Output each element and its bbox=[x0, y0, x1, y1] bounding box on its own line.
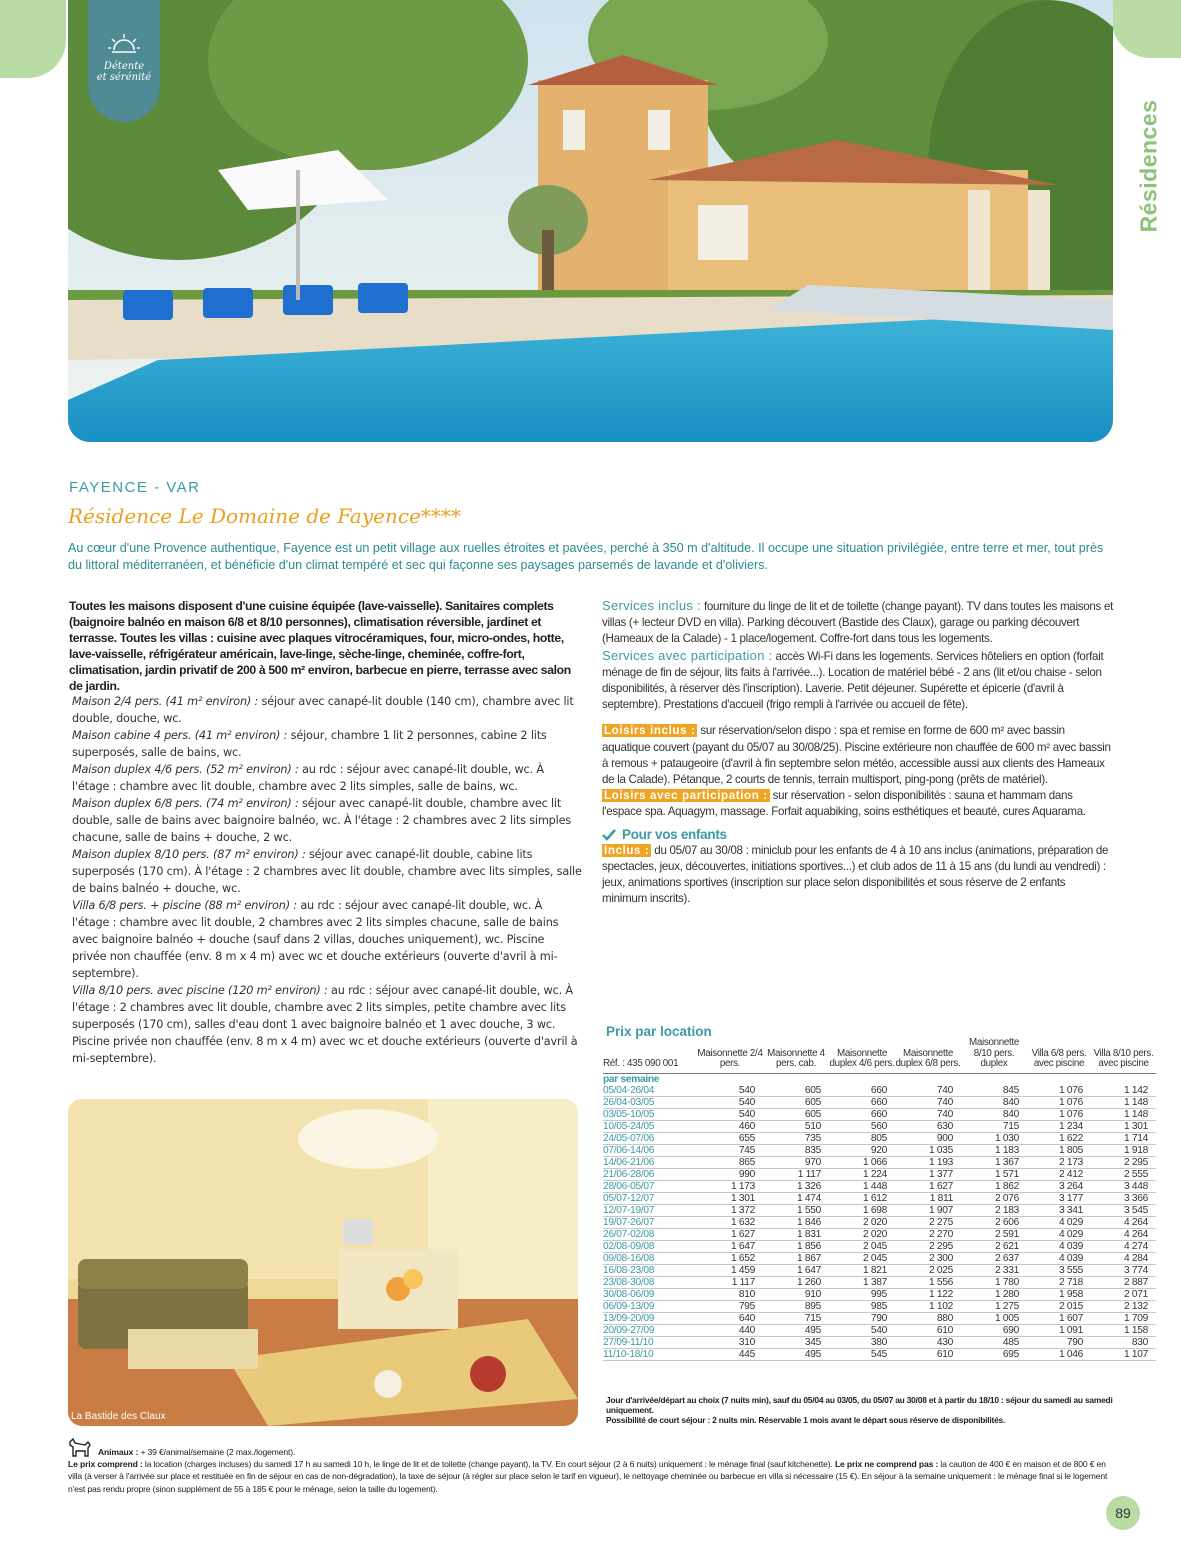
accommodation-name: Villa 6/8 pers. + piscine (88 m² environ) : bbox=[72, 899, 297, 912]
col-header: Maisonnette 2/4 pers. bbox=[697, 1038, 763, 1073]
table-row bbox=[603, 1108, 1156, 1120]
date-cell: 06/09-13/09 bbox=[603, 1300, 697, 1312]
price-cell: 840 bbox=[961, 1108, 1027, 1120]
price-cell: 2 331 bbox=[961, 1264, 1027, 1276]
price-cell: 545 bbox=[829, 1348, 895, 1360]
price-cell: 1 709 bbox=[1091, 1312, 1156, 1324]
pets-text: + 39 €/animal/semaine (2 max./logement). bbox=[138, 1446, 296, 1457]
photo-caption: La Bastide des Claux bbox=[71, 1411, 166, 1422]
price-cell: 1 607 bbox=[1027, 1312, 1091, 1324]
price-cell: 835 bbox=[763, 1144, 829, 1156]
price-cell: 1 714 bbox=[1091, 1132, 1156, 1144]
price-cell: 1 805 bbox=[1027, 1144, 1091, 1156]
price-cell: 1 698 bbox=[829, 1204, 895, 1216]
price-cell: 1 076 bbox=[1027, 1096, 1091, 1108]
price-cell: 540 bbox=[697, 1108, 763, 1120]
price-cell: 2 637 bbox=[961, 1252, 1027, 1264]
price-cell: 540 bbox=[697, 1096, 763, 1108]
price-cell: 1 918 bbox=[1091, 1144, 1156, 1156]
footer-conditions bbox=[68, 1438, 1116, 1495]
col-header: Maisonnette duplex 4/6 pers. bbox=[829, 1038, 895, 1073]
services-included-label: Services inclus : bbox=[602, 598, 702, 613]
accommodation-desc: séjour avec canapé-lit double, cabine lits superposés (170 cm). À l'étage : 2 chambres avec lit double, chambre avec lits simples, salle de bains balnéo + douche, wc. bbox=[72, 848, 582, 895]
price-cell: 1 448 bbox=[829, 1180, 895, 1192]
hero-photo bbox=[68, 0, 1113, 442]
price-cell: 1 647 bbox=[763, 1264, 829, 1276]
price-cell: 795 bbox=[697, 1300, 763, 1312]
price-cell: 610 bbox=[895, 1324, 961, 1336]
price-cell: 1 301 bbox=[1091, 1120, 1156, 1132]
table-row bbox=[603, 1312, 1156, 1324]
price-notes bbox=[606, 1396, 1158, 1425]
price-cell: 1 377 bbox=[895, 1168, 961, 1180]
price-cell: 3 366 bbox=[1091, 1192, 1156, 1204]
page-number: 89 bbox=[1106, 1496, 1140, 1530]
table-row bbox=[603, 1264, 1156, 1276]
price-cell: 690 bbox=[961, 1324, 1027, 1336]
price-cell: 4 284 bbox=[1091, 1252, 1156, 1264]
leisure-participation-text: sur réservation - selon disponibilités : sauna et hammam dans l'espace spa. Aquagym, massage. Forfait aquabiking, soins esthétiques et beauté, cures Aquarama. bbox=[602, 789, 1086, 819]
price-cell: 3 341 bbox=[1027, 1204, 1091, 1216]
price-cell: 485 bbox=[961, 1336, 1027, 1348]
accommodation-list bbox=[72, 693, 582, 1067]
kids-heading bbox=[602, 827, 1113, 843]
table-row bbox=[603, 1228, 1156, 1240]
date-cell: 30/08-06/09 bbox=[603, 1288, 697, 1300]
table-row bbox=[603, 1144, 1156, 1156]
price-cell: 1 148 bbox=[1091, 1108, 1156, 1120]
price-cell: 310 bbox=[697, 1336, 763, 1348]
price-cell: 2 071 bbox=[1091, 1288, 1156, 1300]
price-cell: 1 556 bbox=[895, 1276, 961, 1288]
price-cell: 495 bbox=[763, 1324, 829, 1336]
price-cell: 1 280 bbox=[961, 1288, 1027, 1300]
section-tab-label: Résidences bbox=[1135, 99, 1162, 233]
date-cell: 05/07-12/07 bbox=[603, 1192, 697, 1204]
table-row bbox=[603, 1336, 1156, 1348]
kids-included bbox=[602, 843, 1113, 908]
price-cell: 2 887 bbox=[1091, 1276, 1156, 1288]
price-cell: 715 bbox=[763, 1312, 829, 1324]
price-cell: 655 bbox=[697, 1132, 763, 1144]
date-cell: 02/08-09/08 bbox=[603, 1240, 697, 1252]
date-cell: 21/06-28/06 bbox=[603, 1168, 697, 1180]
period-label: par semaine bbox=[603, 1073, 660, 1085]
price-cell: 1 474 bbox=[763, 1192, 829, 1204]
table-row bbox=[603, 1132, 1156, 1144]
table-row bbox=[603, 1085, 1156, 1097]
price-cell: 1 821 bbox=[829, 1264, 895, 1276]
leisure-included bbox=[602, 723, 1113, 788]
price-cell: 1 234 bbox=[1027, 1120, 1091, 1132]
price-cell: 2 020 bbox=[829, 1228, 895, 1240]
price-cell: 2 718 bbox=[1027, 1276, 1091, 1288]
prices-table bbox=[603, 1038, 1156, 1361]
price-cell: 2 020 bbox=[829, 1216, 895, 1228]
price-cell: 1 647 bbox=[697, 1240, 763, 1252]
price-cell: 1 275 bbox=[961, 1300, 1027, 1312]
price-cell: 4 264 bbox=[1091, 1216, 1156, 1228]
price-cell: 2 591 bbox=[961, 1228, 1027, 1240]
date-cell: 24/05-07/06 bbox=[603, 1132, 697, 1144]
price-cell: 1 117 bbox=[763, 1168, 829, 1180]
accommodation-name: Maison 2/4 pers. (41 m² environ) : bbox=[72, 695, 259, 708]
price-cell: 1 122 bbox=[895, 1288, 961, 1300]
price-cell: 3 264 bbox=[1027, 1180, 1091, 1192]
price-cell: 605 bbox=[763, 1108, 829, 1120]
price-cell: 3 545 bbox=[1091, 1204, 1156, 1216]
price-cell: 1 091 bbox=[1027, 1324, 1091, 1336]
price-cell: 3 555 bbox=[1027, 1264, 1091, 1276]
services-participation-label: Services avec participation : bbox=[602, 647, 773, 663]
col-header: Maisonnette duplex 6/8 pers. bbox=[895, 1038, 961, 1073]
table-row bbox=[603, 1096, 1156, 1108]
price-cell: 2 132 bbox=[1091, 1300, 1156, 1312]
price-cell: 4 029 bbox=[1027, 1216, 1091, 1228]
price-includes-label: Le prix comprend : bbox=[68, 1459, 143, 1469]
price-cell: 2 270 bbox=[895, 1228, 961, 1240]
price-cell: 715 bbox=[961, 1120, 1027, 1132]
price-cell: 445 bbox=[697, 1348, 763, 1360]
price-cell: 1 158 bbox=[1091, 1324, 1156, 1336]
price-cell: 810 bbox=[697, 1288, 763, 1300]
services-participation-text: accès Wi-Fi dans les logements. Services hôteliers en option (forfait ménage de fin de séjour, lits faits à l'arrivée...). Location de matériel bébé - 2 ans (lit et/ou chaise - selon disponibilités, à réserver dès l'inscription). Laverie. Petit déjeuner. Supérette et épicerie (d'avril à septembre). Prestations d'accueil (frigo rempli à l'arrivée ou accueil de fête). bbox=[602, 649, 1104, 712]
price-cell: 610 bbox=[895, 1348, 961, 1360]
price-cell: 880 bbox=[895, 1312, 961, 1324]
price-cell: 640 bbox=[697, 1312, 763, 1324]
price-cell: 4 039 bbox=[1027, 1252, 1091, 1264]
price-cell: 1 005 bbox=[961, 1312, 1027, 1324]
price-note-1: Jour d'arrivée/départ au choix (7 nuits min), sauf du 05/04 au 03/05, du 05/07 au 30/08 et à partir du 18/10 : séjour du samedi au samedi uniquement. bbox=[606, 1395, 1113, 1415]
accommodation-item bbox=[72, 693, 582, 727]
price-cell: 1 148 bbox=[1091, 1096, 1156, 1108]
date-cell: 20/09-27/09 bbox=[603, 1324, 697, 1336]
prices-header-row bbox=[603, 1038, 1156, 1073]
price-cell: 1 862 bbox=[961, 1180, 1027, 1192]
pets-line bbox=[68, 1438, 1116, 1458]
accommodation-desc: séjour avec canapé-lit double (140 cm), chambre avec lit double, douche, wc. bbox=[72, 695, 574, 725]
price-cell: 895 bbox=[763, 1300, 829, 1312]
price-cell: 1 550 bbox=[763, 1204, 829, 1216]
price-cell: 1 907 bbox=[895, 1204, 961, 1216]
price-cell: 1 301 bbox=[697, 1192, 763, 1204]
price-cell: 1 632 bbox=[697, 1216, 763, 1228]
accommodation-name: Maison duplex 6/8 pers. (74 m² environ) : bbox=[72, 797, 299, 810]
price-cell: 660 bbox=[829, 1108, 895, 1120]
price-cell: 2 173 bbox=[1027, 1156, 1091, 1168]
price-cell: 2 275 bbox=[895, 1216, 961, 1228]
accommodation-name: Maison duplex 4/6 pers. (52 m² environ) : bbox=[72, 763, 299, 776]
date-cell: 10/05-24/05 bbox=[603, 1120, 697, 1132]
price-cell: 2 300 bbox=[895, 1252, 961, 1264]
table-row bbox=[603, 1300, 1156, 1312]
price-cell: 2 295 bbox=[895, 1240, 961, 1252]
leisure-included-text: sur réservation/selon dispo : spa et remise en forme de 600 m² avec bassin aquatique couvert (payant du 05/07 au 30/08/25). Piscine extérieure non chauffée de 600 m² avec bassin à remous + pataugeoire (d'avril à fin septembre selon météo, accessible aussi aux clients des Hameaux de la Calade). Pétanque, 2 courts de tennis, terrain multisport, ping-pong (prêts de matériel). bbox=[602, 724, 1111, 787]
price-cell: 840 bbox=[961, 1096, 1027, 1108]
price-cell: 630 bbox=[895, 1120, 961, 1132]
accommodation-name: Maison cabine 4 pers. (41 m² environ) : bbox=[72, 729, 288, 742]
services-included-text: fourniture du linge de lit et de toilette (change payant). TV dans toutes les maisons et villas (+ lecteur DVD en villa). Parking découvert (Bastide des Claux), garage ou parking découvert (Hameaux de la Calade) - 1 place/logement. Coffre-fort dans tous les logements. bbox=[602, 600, 1114, 646]
section-tab bbox=[1133, 99, 1165, 233]
table-row bbox=[603, 1120, 1156, 1132]
price-cell: 2 076 bbox=[961, 1192, 1027, 1204]
price-cell: 660 bbox=[829, 1096, 895, 1108]
price-cell: 1 652 bbox=[697, 1252, 763, 1264]
price-cell: 1 260 bbox=[763, 1276, 829, 1288]
date-cell: 03/05-10/05 bbox=[603, 1108, 697, 1120]
price-cell: 345 bbox=[763, 1336, 829, 1348]
period-row bbox=[603, 1073, 1156, 1085]
date-cell: 26/07-02/08 bbox=[603, 1228, 697, 1240]
price-cell: 865 bbox=[697, 1156, 763, 1168]
date-cell: 14/06-21/06 bbox=[603, 1156, 697, 1168]
price-cell: 2 045 bbox=[829, 1252, 895, 1264]
price-cell: 910 bbox=[763, 1288, 829, 1300]
price-cell: 1 107 bbox=[1091, 1348, 1156, 1360]
price-includes-text: la location (charges incluses) du samedi 17 h au samedi 10 h, le linge de lit et de toilette (change payant), la TV. En court séjour (2 à 6 nuits) uniquement : le ménage final (sauf kitchenette). bbox=[142, 1459, 835, 1469]
col-header: Maisonnette 8/10 pers. duplex bbox=[961, 1038, 1027, 1073]
services-column bbox=[602, 598, 1113, 908]
price-cell: 2 025 bbox=[895, 1264, 961, 1276]
price-cell: 1 387 bbox=[829, 1276, 895, 1288]
price-cell: 740 bbox=[895, 1108, 961, 1120]
check-icon bbox=[602, 829, 616, 841]
badge-line-2: et sérénité bbox=[96, 72, 152, 83]
price-cell: 1 459 bbox=[697, 1264, 763, 1276]
price-cell: 845 bbox=[961, 1085, 1027, 1097]
table-row bbox=[603, 1192, 1156, 1204]
price-cell: 1 035 bbox=[895, 1144, 961, 1156]
prices-ref: Réf. : 435 090 001 bbox=[603, 1038, 697, 1073]
price-cell: 1 046 bbox=[1027, 1348, 1091, 1360]
date-cell: 09/08-16/08 bbox=[603, 1252, 697, 1264]
price-cell: 1 030 bbox=[961, 1132, 1027, 1144]
leisure-participation-label: Loisirs avec participation : bbox=[604, 789, 768, 803]
accommodation-name: Maison duplex 8/10 pers. (87 m² environ) : bbox=[72, 848, 306, 861]
price-cell: 440 bbox=[697, 1324, 763, 1336]
price-cell: 985 bbox=[829, 1300, 895, 1312]
price-cell: 3 448 bbox=[1091, 1180, 1156, 1192]
accommodation-desc: séjour avec canapé-lit double, chambre avec lit double, salle de bains avec baignoire balnéo, wc. À l'étage : 2 chambres avec 2 lits simples chacune, salle de bains + douche, 2 wc. bbox=[72, 797, 572, 844]
page-title: Résidence Le Domaine de Fayence**** bbox=[68, 504, 461, 528]
table-row bbox=[603, 1324, 1156, 1336]
price-cell: 1 831 bbox=[763, 1228, 829, 1240]
price-cell: 660 bbox=[829, 1085, 895, 1097]
price-cell: 495 bbox=[763, 1348, 829, 1360]
date-cell: 23/08-30/08 bbox=[603, 1276, 697, 1288]
col-header: Maisonnette 4 pers. cab. bbox=[763, 1038, 829, 1073]
price-cell: 2 015 bbox=[1027, 1300, 1091, 1312]
table-row bbox=[603, 1288, 1156, 1300]
price-cell: 605 bbox=[763, 1096, 829, 1108]
price-cell: 1 193 bbox=[895, 1156, 961, 1168]
equipment-paragraph: Toutes les maisons disposent d'une cuisine équipée (lave-vaisselle). Sanitaires complets (baignoire balnéo en maison 6/8 et 8/10 personnes), climatisation réversible, jardinet et terrasse. Toutes les villas : cuisine avec plaques vitrocéramiques, four, micro-ondes, hotte, lave-vaisselle, réfrigérateur américain, lave-linge, sèche-linge, cheminée, coffre-fort, climatisation, jardin privatif de 200 à 500 m² environ, barbecue en pierre, terrasse avec salon de jardin. bbox=[69, 599, 571, 693]
price-cell: 605 bbox=[763, 1085, 829, 1097]
price-cell: 4 264 bbox=[1091, 1228, 1156, 1240]
price-cell: 1 326 bbox=[763, 1180, 829, 1192]
accommodation-item bbox=[72, 982, 582, 1067]
price-cell: 3 774 bbox=[1091, 1264, 1156, 1276]
date-cell: 27/09-11/10 bbox=[603, 1336, 697, 1348]
price-cell: 4 029 bbox=[1027, 1228, 1091, 1240]
date-cell: 12/07-19/07 bbox=[603, 1204, 697, 1216]
price-cell: 1 224 bbox=[829, 1168, 895, 1180]
price-cell: 1 627 bbox=[895, 1180, 961, 1192]
price-cell: 1 571 bbox=[961, 1168, 1027, 1180]
intro-paragraph: Au cœur d'une Provence authentique, Fayence est un petit village aux ruelles étroites et pavées, perché à 350 m d'altitude. Il occupe une situation privilégiée, entre terre et mer, tout près du littoral méditerranéen, et bénéficie d'un climat tempéré et sec qui façonne ses paysages parsemés de lavande et d'oliviers. bbox=[68, 541, 1104, 572]
accommodation-item bbox=[72, 761, 582, 795]
price-cell: 790 bbox=[829, 1312, 895, 1324]
price-cell: 2 412 bbox=[1027, 1168, 1091, 1180]
badge-line-1: Détente bbox=[103, 61, 145, 72]
date-cell: 28/06-05/07 bbox=[603, 1180, 697, 1192]
kids-included-label: Inclus : bbox=[604, 843, 650, 857]
date-cell: 11/10-18/10 bbox=[603, 1348, 697, 1360]
table-row bbox=[603, 1348, 1156, 1360]
accommodation-item bbox=[72, 846, 582, 897]
badge-label bbox=[88, 61, 160, 83]
price-cell: 1 612 bbox=[829, 1192, 895, 1204]
date-cell: 13/09-20/09 bbox=[603, 1312, 697, 1324]
interior-photo bbox=[68, 1099, 578, 1426]
price-cell: 1 173 bbox=[697, 1180, 763, 1192]
price-cell: 430 bbox=[895, 1336, 961, 1348]
accommodation-desc: au rdc : séjour avec canapé-lit double, wc. À l'étage : 2 chambres avec lit double, chambre avec 2 lits simples, petite chambre avec lits superposés (170 cm), salles d'eau dont 1 avec baignoire balnéo et 1 avec douche, 3 wc. Piscine privée non chauffée (env. 8 m x 4 m) avec wc et douche extérieurs (ouverte d'avril à mi-septembre). bbox=[72, 984, 578, 1065]
price-cell: 990 bbox=[697, 1168, 763, 1180]
price-cell: 920 bbox=[829, 1144, 895, 1156]
price-cell: 805 bbox=[829, 1132, 895, 1144]
table-row bbox=[603, 1252, 1156, 1264]
corner-decoration-left bbox=[0, 0, 66, 78]
price-cell: 540 bbox=[697, 1085, 763, 1097]
price-cell: 1 627 bbox=[697, 1228, 763, 1240]
accommodation-desc: au rdc : séjour avec canapé-lit double, wc. À l'étage : chambre avec lit double, chambre avec 2 lits simples, salle de bains, wc. bbox=[72, 763, 544, 793]
price-cell: 1 117 bbox=[697, 1276, 763, 1288]
price-cell: 460 bbox=[697, 1120, 763, 1132]
category-badge bbox=[88, 0, 160, 122]
price-cell: 830 bbox=[1091, 1336, 1156, 1348]
accommodation-desc: au rdc : séjour avec canapé-lit double, wc. À l'étage : chambre avec lit double, 2 chambres avec 2 lits simples chacune, salle de bains avec baignoire balnéo + douche (sauf dans 2 villas, douches uniquement), wc. Piscine privée non chauffée (env. 8 m x 4 m) avec wc et douche extérieurs (ouverte d'avril à mi-septembre). bbox=[72, 899, 559, 980]
price-cell: 1 102 bbox=[895, 1300, 961, 1312]
date-cell: 05/04-26/04 bbox=[603, 1085, 697, 1097]
accommodation-desc: séjour, chambre 1 lit 2 personnes, cabine 2 lits superposés, salle de bains, wc. bbox=[72, 729, 547, 759]
price-note-2: Possibilité de court séjour : 2 nuits min. Réservable 1 mois avant le départ sous réserve de disponibilités. bbox=[606, 1414, 1006, 1425]
price-cell: 1 066 bbox=[829, 1156, 895, 1168]
price-cell: 540 bbox=[829, 1324, 895, 1336]
dog-icon bbox=[68, 1438, 92, 1458]
price-cell: 2 183 bbox=[961, 1204, 1027, 1216]
accommodation-item bbox=[72, 897, 582, 982]
leisure-included-label: Loisirs inclus : bbox=[604, 724, 696, 738]
table-row bbox=[603, 1240, 1156, 1252]
table-row bbox=[603, 1168, 1156, 1180]
price-cell: 1 367 bbox=[961, 1156, 1027, 1168]
price-cell: 745 bbox=[697, 1144, 763, 1156]
date-cell: 26/04-03/05 bbox=[603, 1096, 697, 1108]
price-cell: 1 076 bbox=[1027, 1108, 1091, 1120]
table-row bbox=[603, 1204, 1156, 1216]
table-row bbox=[603, 1276, 1156, 1288]
sun-icon bbox=[108, 34, 140, 54]
price-cell: 1 856 bbox=[763, 1240, 829, 1252]
date-cell: 16/08-23/08 bbox=[603, 1264, 697, 1276]
col-header: Villa 8/10 pers. avec piscine bbox=[1091, 1038, 1156, 1073]
kids-included-text: du 05/07 au 30/08 : miniclub pour les enfants de 4 à 10 ans inclus (animations, préparation de spectacles, jeux, découvertes, initiations sportives...) et club ados de 11 à 15 ans (du lundi au vendredi) : jeux, animations sportives (inscription sur place selon disponibilités et sous réserve de 2 enfants minimum inscrits). bbox=[602, 843, 1109, 906]
accommodation-item bbox=[72, 727, 582, 761]
price-conditions bbox=[68, 1458, 1116, 1495]
table-row bbox=[603, 1156, 1156, 1168]
price-cell: 1 183 bbox=[961, 1144, 1027, 1156]
price-cell: 2 555 bbox=[1091, 1168, 1156, 1180]
price-cell: 4 039 bbox=[1027, 1240, 1091, 1252]
prices-title: Prix par location bbox=[606, 1024, 712, 1039]
price-cell: 970 bbox=[763, 1156, 829, 1168]
price-cell: 1 867 bbox=[763, 1252, 829, 1264]
price-cell: 3 177 bbox=[1027, 1192, 1091, 1204]
location-label: FAYENCE - VAR bbox=[69, 479, 201, 496]
price-cell: 4 274 bbox=[1091, 1240, 1156, 1252]
price-cell: 1 780 bbox=[961, 1276, 1027, 1288]
price-cell: 560 bbox=[829, 1120, 895, 1132]
price-cell: 740 bbox=[895, 1096, 961, 1108]
price-cell: 790 bbox=[1027, 1336, 1091, 1348]
price-cell: 900 bbox=[895, 1132, 961, 1144]
price-cell: 1 622 bbox=[1027, 1132, 1091, 1144]
corner-decoration-right bbox=[1111, 0, 1181, 58]
pets-label: Animaux : bbox=[98, 1446, 139, 1457]
price-excludes-text: la caution de 400 € en maison et de 800 € en villa (à verser à l'arrivée sur place et restituée en fin de séjour en cas de non-dégradation), la taxe de séjour (à régler sur place selon le tarif en vigueur), le nettoyage cheminée ou barbecue en villa si nécessaire (15 €). En séjour à la semaine uniquement : le ménage final si le logement n'est pas rendu propre (sinon supplément de 55 à 185 € pour le ménage, selon la taille du logement). bbox=[68, 1459, 1108, 1494]
date-cell: 07/06-14/06 bbox=[603, 1144, 697, 1156]
services-participation bbox=[602, 648, 1113, 714]
price-cell: 2 045 bbox=[829, 1240, 895, 1252]
price-cell: 1 958 bbox=[1027, 1288, 1091, 1300]
leisure-participation bbox=[602, 788, 1113, 820]
price-cell: 1 846 bbox=[763, 1216, 829, 1228]
accommodation-item bbox=[72, 795, 582, 846]
price-cell: 1 372 bbox=[697, 1204, 763, 1216]
kids-heading-text: Pour vos enfants bbox=[622, 826, 727, 842]
price-cell: 510 bbox=[763, 1120, 829, 1132]
price-cell: 380 bbox=[829, 1336, 895, 1348]
price-cell: 1 076 bbox=[1027, 1085, 1091, 1097]
services-included bbox=[602, 598, 1113, 648]
price-cell: 695 bbox=[961, 1348, 1027, 1360]
price-cell: 1 811 bbox=[895, 1192, 961, 1204]
price-cell: 2 295 bbox=[1091, 1156, 1156, 1168]
table-row bbox=[603, 1180, 1156, 1192]
price-cell: 740 bbox=[895, 1085, 961, 1097]
table-row bbox=[603, 1216, 1156, 1228]
price-cell: 995 bbox=[829, 1288, 895, 1300]
accommodation-name: Villa 8/10 pers. avec piscine (120 m² environ) : bbox=[72, 984, 328, 997]
col-header: Villa 6/8 pers. avec piscine bbox=[1027, 1038, 1091, 1073]
price-cell: 2 621 bbox=[961, 1240, 1027, 1252]
date-cell: 19/07-26/07 bbox=[603, 1216, 697, 1228]
price-cell: 1 142 bbox=[1091, 1085, 1156, 1097]
price-cell: 2 606 bbox=[961, 1216, 1027, 1228]
price-excludes-label: Le prix ne comprend pas : bbox=[834, 1459, 939, 1469]
price-cell: 735 bbox=[763, 1132, 829, 1144]
